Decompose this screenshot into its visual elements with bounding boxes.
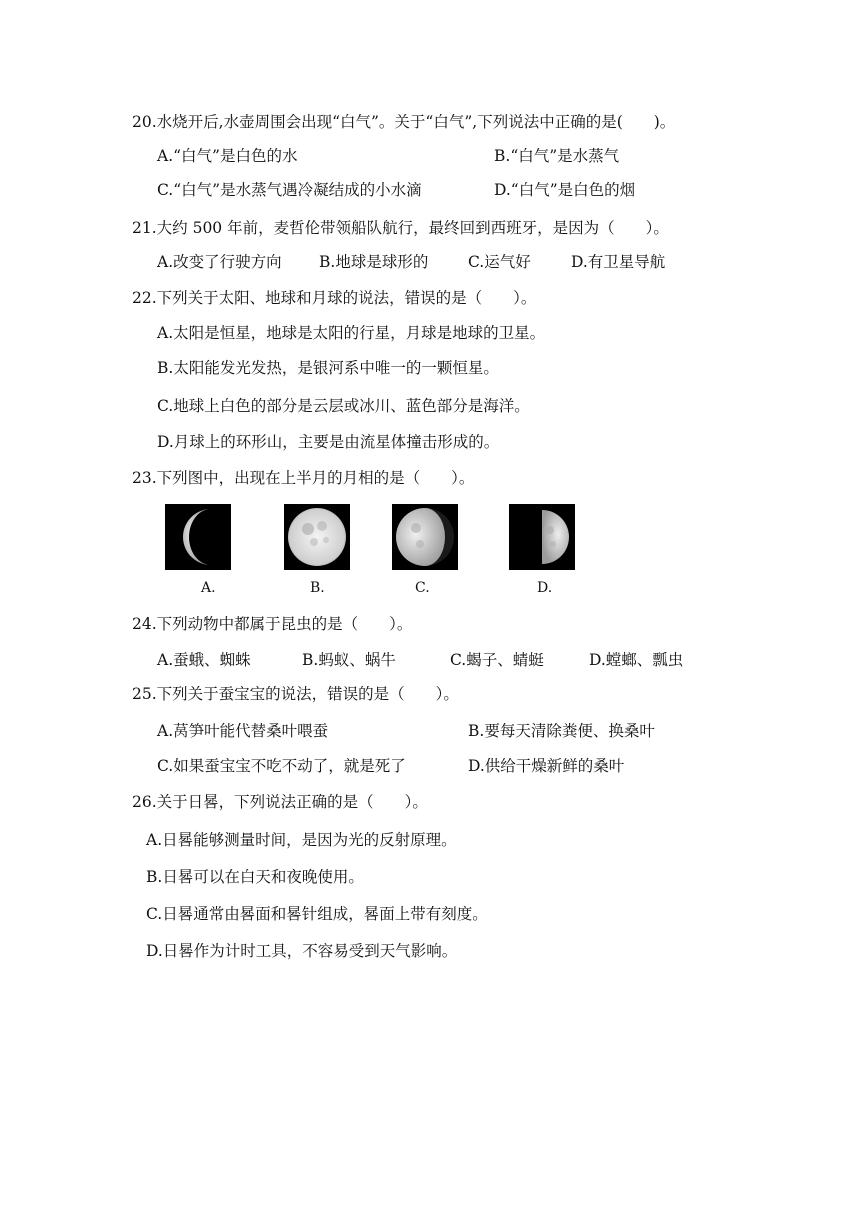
- question-21-stem: 21.大约 500 年前，麦哲伦带领船队航行，最终回到西班牙，是因为（ ）。: [132, 219, 669, 237]
- question-22-option-a[interactable]: A.太阳是恒星，地球是太阳的行星，月球是地球的卫星。: [157, 324, 546, 342]
- question-20-option-c[interactable]: C.“白气”是水蒸气遇冷凝结成的小水滴: [157, 181, 422, 199]
- question-21-option-a[interactable]: A.改变了行驶方向: [157, 253, 282, 271]
- question-22-stem: 22.下列关于太阳、地球和月球的说法，错误的是（ ）。: [132, 289, 537, 307]
- full-moon-icon: [284, 504, 350, 570]
- question-25-option-a[interactable]: A.莴笋叶能代替桑叶喂蚕: [157, 722, 329, 740]
- gibbous-moon-icon: [392, 504, 458, 570]
- question-24-option-a[interactable]: A.蚕蛾、蜘蛛: [157, 651, 251, 669]
- question-22-option-c[interactable]: C.地球上白色的部分是云层或冰川、蓝色部分是海洋。: [157, 397, 530, 415]
- question-21-option-b[interactable]: B.地球是球形的: [319, 253, 429, 271]
- question-26-stem: 26.关于日晷，下列说法正确的是（ ）。: [132, 793, 428, 811]
- question-25-option-c[interactable]: C.如果蚕宝宝不吃不动了，就是死了: [157, 757, 406, 775]
- question-25-option-b[interactable]: B.要每天清除粪便、换桑叶: [468, 722, 655, 740]
- question-21-option-d[interactable]: D.有卫星导航: [571, 253, 666, 271]
- question-25-stem: 25.下列关于蚕宝宝的说法，错误的是（ ）。: [132, 685, 459, 703]
- moon-label-c: C.: [415, 580, 430, 596]
- question-26-option-b[interactable]: B.日晷可以在白天和夜晚使用。: [146, 868, 364, 886]
- question-24-option-b[interactable]: B.蚂蚁、蜗牛: [302, 651, 396, 669]
- moon-image-a[interactable]: [165, 504, 231, 570]
- moon-label-b: B.: [310, 580, 325, 596]
- question-24-stem: 24.下列动物中都属于昆虫的是（ ）。: [132, 615, 413, 633]
- question-24-option-c[interactable]: C.蝎子、蜻蜓: [450, 651, 544, 669]
- question-20-option-d[interactable]: D.“白气”是白色的烟: [494, 181, 636, 199]
- question-20-option-b[interactable]: B.“白气”是水蒸气: [494, 147, 620, 165]
- crescent-moon-icon: [165, 504, 231, 570]
- question-20-option-a[interactable]: A.“白气”是白色的水: [157, 147, 298, 165]
- question-26-option-c[interactable]: C.日晷通常由晷面和晷针组成，晷面上带有刻度。: [146, 905, 488, 923]
- moon-label-a: A.: [201, 580, 216, 596]
- question-26-option-a[interactable]: A.日晷能够测量时间，是因为光的反射原理。: [146, 831, 457, 849]
- half-moon-icon: [509, 504, 575, 570]
- moon-image-d[interactable]: [509, 504, 575, 570]
- question-23-stem: 23.下列图中，出现在上半月的月相的是（ ）。: [132, 469, 475, 487]
- question-25-option-d[interactable]: D.供给干燥新鲜的桑叶: [468, 757, 625, 775]
- question-21-option-c[interactable]: C.运气好: [468, 253, 531, 271]
- question-24-option-d[interactable]: D.螳螂、瓢虫: [589, 651, 684, 669]
- moon-image-b[interactable]: [284, 504, 350, 570]
- question-20-stem: 20.水烧开后,水壶周围会出现“白气”。关于“白气”,下列说法中正确的是( )。: [132, 113, 676, 131]
- question-22-option-b[interactable]: B.太阳能发光发热，是银河系中唯一的一颗恒星。: [157, 359, 499, 377]
- question-26-option-d[interactable]: D.日晷作为计时工具，不容易受到天气影响。: [146, 942, 458, 960]
- question-22-option-d[interactable]: D.月球上的环形山，主要是由流星体撞击形成的。: [157, 433, 500, 451]
- moon-label-d: D.: [537, 580, 553, 596]
- moon-image-c[interactable]: [392, 504, 458, 570]
